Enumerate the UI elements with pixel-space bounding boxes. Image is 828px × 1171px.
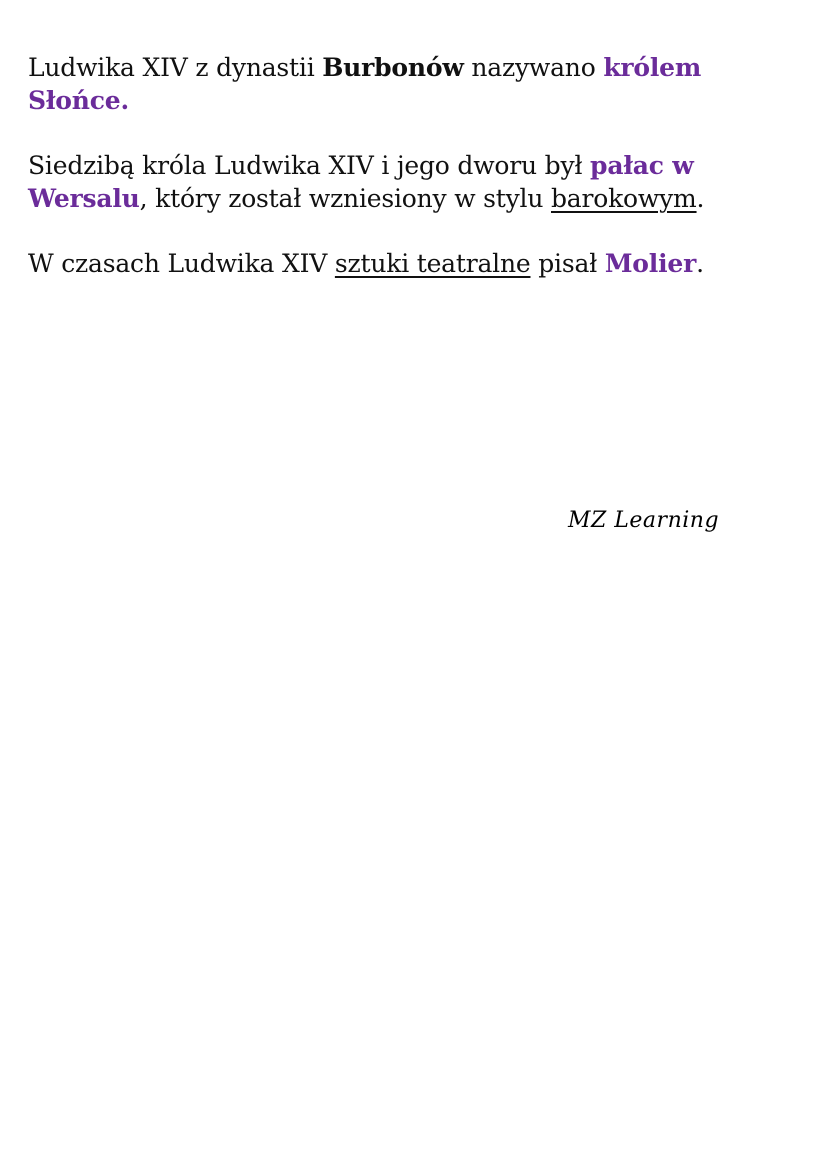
highlight-sun-king: królem Słońce. [28, 53, 702, 115]
highlight-palace-versailles: pałac w Wersalu [28, 151, 694, 213]
text-segment: , który został wzniesiony w stylu [139, 184, 551, 213]
text-segment: nazywano [463, 53, 604, 82]
paragraph-louis-xiv-dynasty [28, 51, 788, 117]
text-segment: pisał [530, 249, 605, 278]
underlined-term-baroque: barokowym [551, 184, 697, 213]
signature-watermark: MZ Learning [568, 508, 720, 533]
bold-term-bourbons: Burbonów [322, 53, 464, 82]
text-segment: Ludwika XIV z dynastii [28, 53, 323, 82]
highlight-moliere: Molier [604, 249, 697, 278]
text-segment: W czasach Ludwika XIV [28, 249, 335, 278]
text-segment: . [696, 249, 704, 278]
paragraph-moliere [28, 247, 788, 280]
paragraph-versailles [28, 149, 788, 215]
underlined-term-theatre-plays: sztuki teatralne [334, 249, 531, 278]
text-segment: . [696, 184, 705, 213]
text-segment: Siedzibą króla Ludwika XIV i jego dworu był [28, 151, 591, 180]
